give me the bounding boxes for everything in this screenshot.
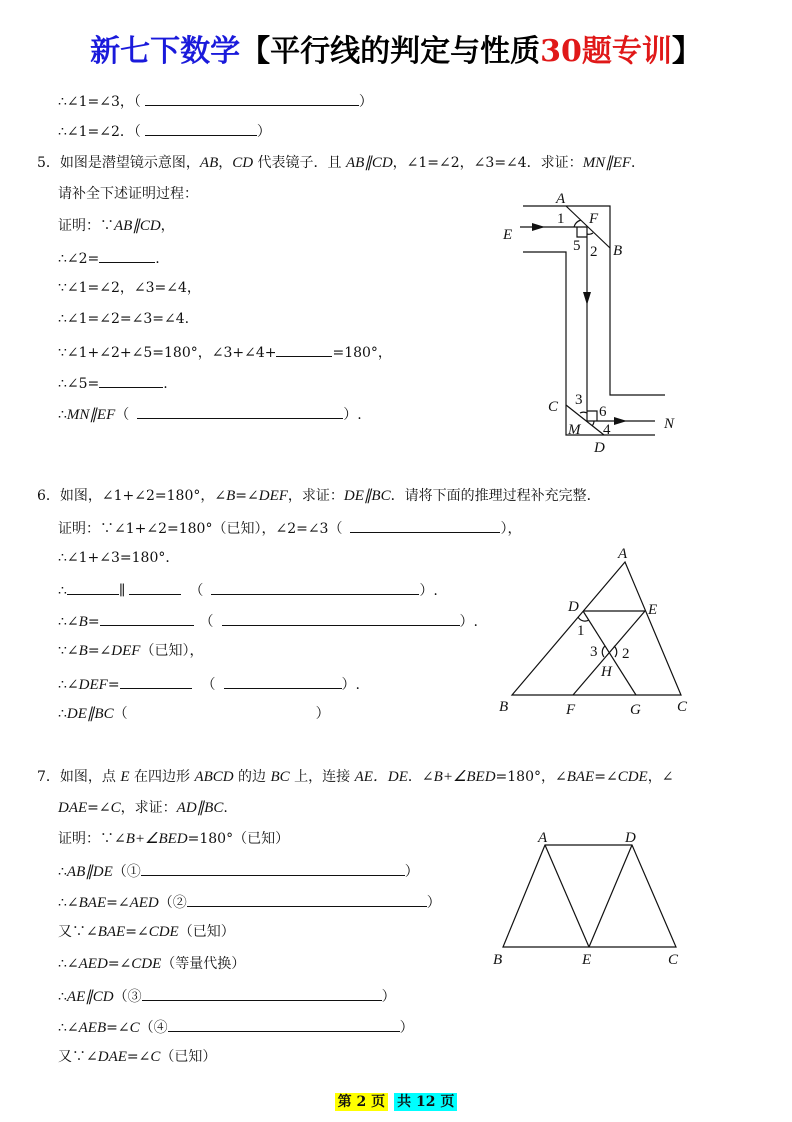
q4-step-1: ∴∠1=∠3，（ ） [58,91,373,111]
label-d: D [568,599,579,615]
label-angle-3: 3 [590,644,598,660]
label-h: H [601,664,612,680]
quadrilateral-abcd [503,845,676,947]
label-b: B [499,699,509,715]
label-n: N [664,416,675,432]
page-footer [0,1091,792,1111]
label-e: E [648,602,658,618]
q5-proof-1: 证明：∵AB∥CD， [58,218,175,234]
q7-proof-5: ∴∠AED=∠CDE（等量代换） [58,956,246,972]
segment-ae [545,845,589,947]
q5-instruction: 请补全下述证明过程： [58,186,198,202]
label-a: A [556,191,566,207]
q6-proof-2: ∴∠1+∠3=180°． [58,550,180,566]
label-c: C [677,699,688,715]
q6-proof-4: ∴∠B= （ ）. [58,611,478,631]
q5-proof-4: ∴∠1=∠2=∠3=∠4. [58,311,190,327]
q7-stem-2: DAE=∠C，求证：AD∥BC. [58,800,228,816]
title-topic: 【平行线的判定与性质 [240,34,541,69]
q6-proof-1: 证明：∵∠1+∠2=180°（已知），∠2=∠3（ ）， [58,518,521,538]
label-m: M [568,422,581,438]
segment-de [589,845,632,947]
q4-step-2: ∴∠1=∠2．（ ） [58,121,271,141]
q7-proof-3: ∴∠BAE=∠AED（② ） [58,892,441,912]
title-bracket: 】 [671,34,702,69]
q7-proof-1: 证明：∵∠B+∠BED=180°（已知） [58,831,290,847]
label-g: G [630,702,641,718]
label-c: C [668,952,679,968]
label-angle-1: 1 [557,211,565,227]
q6-proof-7: ∴DE∥BC（ ） [58,706,330,722]
label-e: E [503,227,513,243]
label-a: A [538,830,548,846]
q6-proof-6: ∴∠DEF= （ ）. [58,674,360,694]
label-f: F [566,702,576,718]
q5-stem: 5．如图是潜望镜示意图，AB，CD 代表镜子．且 AB∥CD，∠1=∠2，∠3=∠4．求证：MN∥EF． [37,155,646,171]
q7-proof-8: 又∵∠DAE=∠C（已知） [58,1049,217,1065]
q6-proof-5: ∵∠B=∠DEF（已知）， [58,643,204,659]
label-e: E [582,952,592,968]
title-subject: 新七下数学 [90,34,241,69]
label-d: D [625,830,636,846]
page-total: 共 12 页 [394,1093,457,1111]
q5-proof-2: ∴∠2= . [58,248,160,268]
label-angle-3: 3 [575,392,583,408]
q5-proof-5: ∵∠1+∠2+∠5=180°，∠3+∠4+ =180°， [58,342,392,362]
q7-proof-4: 又∵∠BAE=∠CDE（已知） [58,924,235,940]
label-angle-2: 2 [622,646,630,662]
q6-proof-3: ∴ ∥ （ ）. [58,580,438,600]
q7-proof-7: ∴∠AEB=∠C（④ ） [58,1017,414,1037]
q5-proof-3: ∵∠1=∠2，∠3=∠4， [58,280,201,296]
q5-proof-6: ∴∠5= . [58,373,168,393]
label-a: A [618,546,628,562]
label-angle-2: 2 [590,244,598,260]
title-count: 30题专训 [540,34,672,69]
label-angle-5: 5 [573,238,581,254]
q5-proof-7: ∴MN∥EF（ ）. [58,404,362,424]
q7-proof-2: ∴AB∥DE（① ） [58,861,419,881]
label-angle-6: 6 [599,404,607,420]
q6-stem: 6．如图，∠1+∠2=180°，∠B=∠DEF，求证：DE∥BC．请将下面的推理过程补充完整． [37,488,601,504]
label-c: C [548,399,559,415]
label-angle-1: 1 [577,623,585,639]
page-number: 第 2 页 [335,1093,389,1111]
label-f: F [589,211,599,227]
q7-stem-1: 7．如图，点 E 在四边形 ABCD 的边 BC 上，连接 AE．DE．∠B+∠BED=180°，∠BAE=∠CDE，∠ [37,769,674,785]
label-angle-4: 4 [603,422,611,438]
label-b: B [613,243,623,259]
label-d: D [594,440,605,456]
label-b: B [493,952,503,968]
q7-proof-6: ∴AE∥CD（③ ） [58,986,396,1006]
